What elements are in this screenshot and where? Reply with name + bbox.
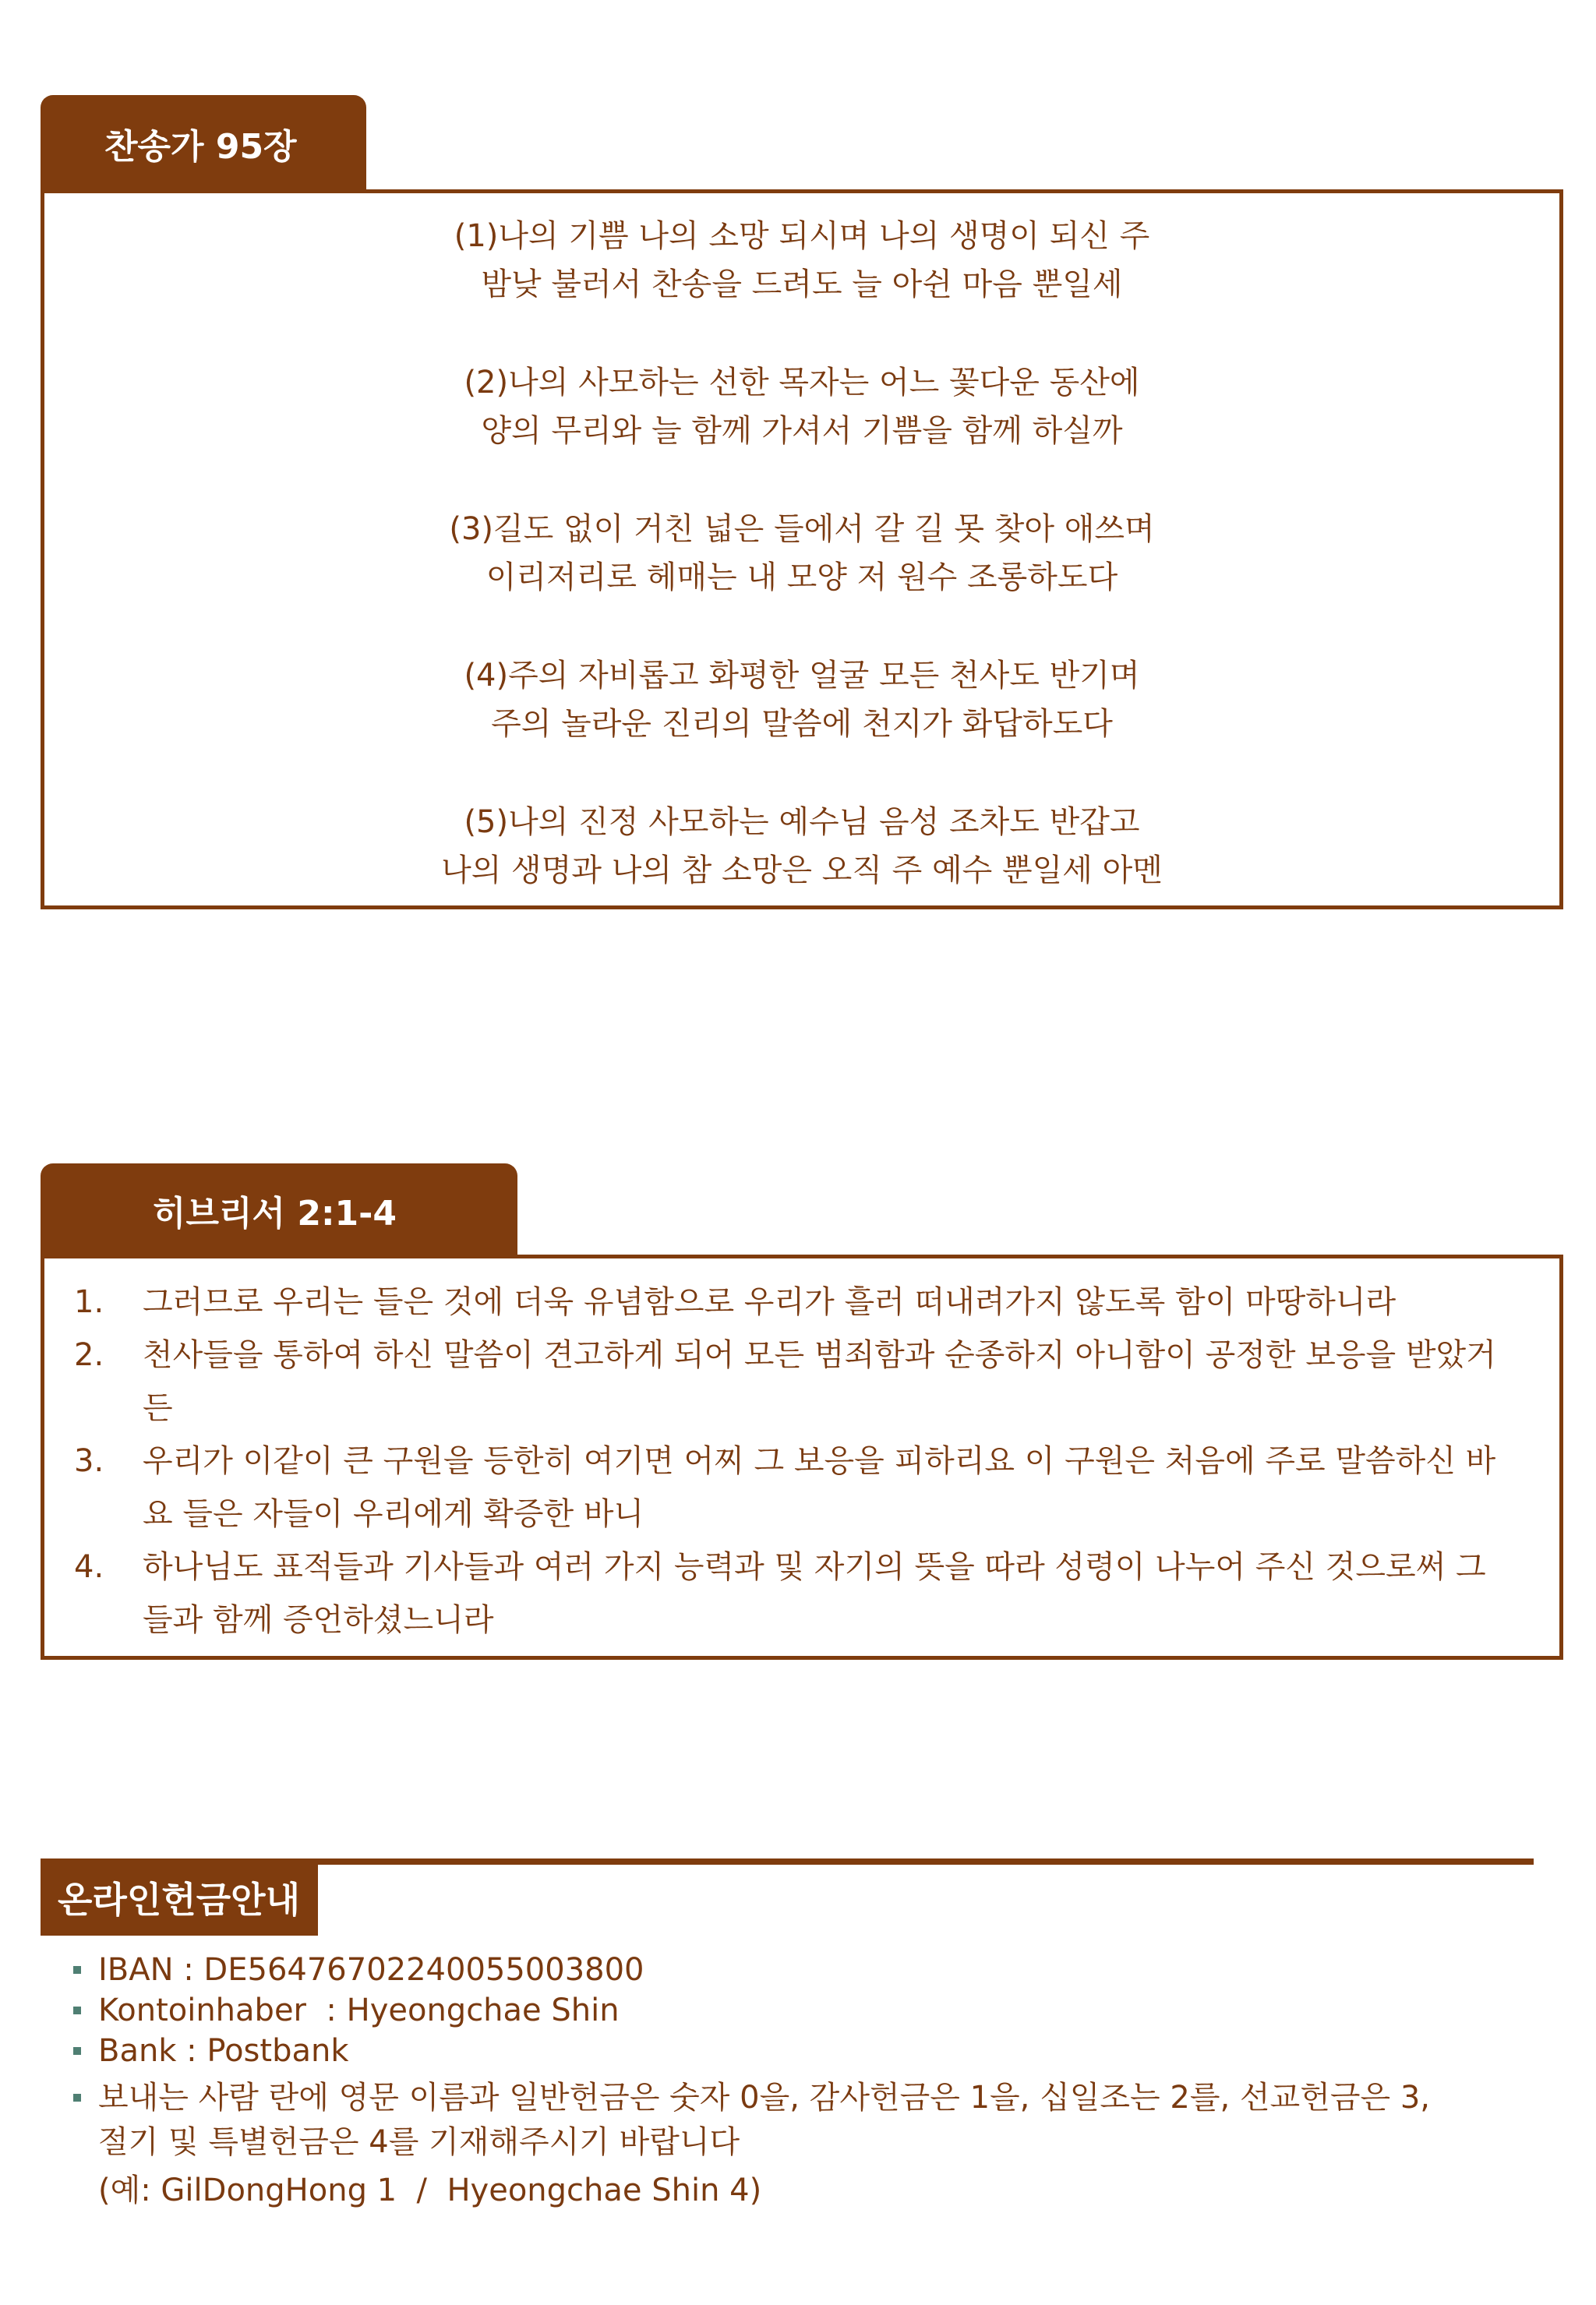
offering-title: 온라인헌금안내 <box>58 1878 301 1921</box>
verse-line: (1)나의 기쁨 나의 소망 되시며 나의 생명이 되신 주 <box>454 218 1150 254</box>
hymn-verse-5 <box>44 798 1559 895</box>
offering-title-tab <box>41 1858 318 1936</box>
hymn-lyrics-box <box>41 189 1563 909</box>
scripture-title-tab <box>41 1163 517 1257</box>
hymn-title: 찬송가 95장 <box>104 127 297 167</box>
verse-line: 나의 생명과 나의 참 소망은 오직 주 예수 뿐일세 아멘 <box>441 852 1163 888</box>
offering-note-line: 절기 및 특별헌금은 4를 기재해주시기 바랍니다 <box>98 2124 740 2160</box>
offering-item-bank <box>72 2031 1430 2071</box>
hymn-verse-4 <box>44 651 1559 748</box>
item-number: 2. <box>74 1337 104 1373</box>
hymn-title-tab <box>41 95 366 192</box>
verse-line: (5)나의 진정 사모하는 예수님 음성 조차도 반갑고 <box>464 804 1140 840</box>
scripture-item-4 <box>74 1541 1531 1647</box>
item-number: 3. <box>74 1443 104 1479</box>
square-bullet-icon <box>72 2031 98 2071</box>
square-bullet-icon <box>72 1990 98 2031</box>
scripture-item-3 <box>74 1435 1531 1541</box>
text-line: 그러므로 우리는 들은 것에 더욱 유념함으로 우리가 흘러 떠내려가지 않도록 함이 마땅하니라 <box>143 1284 1396 1320</box>
text-line: 든 <box>143 1390 173 1426</box>
scripture-item-2 <box>74 1329 1531 1435</box>
hymn-verse-3 <box>44 505 1559 602</box>
verse-line: (3)길도 없이 거친 넓은 들에서 갈 길 못 찾아 애쓰며 <box>449 511 1155 547</box>
scripture-list <box>74 1276 1531 1647</box>
item-text <box>143 1541 1531 1647</box>
offering-item-instructions <box>72 2077 1430 2118</box>
verse-line: 주의 놀라운 진리의 말씀에 천지가 화답하도다 <box>491 706 1113 742</box>
offering-item-iban <box>72 1950 1430 1990</box>
hymn-verses <box>44 212 1559 895</box>
hymn-verse-1 <box>44 212 1559 309</box>
text-line: 요 들은 자들이 우리에게 확증한 바니 <box>143 1496 644 1532</box>
square-bullet-icon <box>72 2077 98 2118</box>
item-text <box>143 1329 1531 1435</box>
verse-line: 밤낮 불러서 찬송을 드려도 늘 아쉰 마음 뿐일세 <box>481 267 1123 302</box>
offering-list <box>72 1950 1430 2215</box>
scripture-box <box>41 1255 1563 1660</box>
verse-line: 이리저리로 헤매는 내 모양 저 원수 조롱하도다 <box>486 559 1118 595</box>
verse-line: 양의 무리와 늘 함께 가셔서 기쁨을 함께 하실까 <box>481 413 1123 449</box>
offering-example-line: (예: GilDongHong 1 / Hyeongchae Shin 4) <box>98 2173 762 2208</box>
item-text: Kontoinhaber : Hyeongchae Shin <box>98 1993 620 2028</box>
offering-divider <box>312 1858 1534 1865</box>
text-line: 들과 함께 증언하셨느니라 <box>143 1602 494 1638</box>
item-text: Bank : Postbank <box>98 2033 349 2069</box>
item-text: IBAN : DE56476702240055003800 <box>98 1952 644 1988</box>
item-text <box>143 1435 1531 1541</box>
item-text: 보내는 사람 란에 영문 이름과 일반헌금은 숫자 0을, 감사헌금은 1을, 십일조는 2를, 선교헌금은 3, <box>98 2080 1430 2116</box>
text-line: 하나님도 표적들과 기사들과 여러 가지 능력과 및 자기의 뜻을 따라 성령이 나누어 주신 것으로써 그 <box>143 1549 1486 1585</box>
verse-line: (2)나의 사모하는 선한 목자는 어느 꽃다운 동산에 <box>464 365 1140 401</box>
offering-item-account-holder <box>72 1990 1430 2031</box>
scripture-title: 히브리서 2:1-4 <box>153 1194 397 1234</box>
item-number: 1. <box>74 1284 104 1320</box>
text-line: 우리가 이같이 큰 구원을 등한히 여기면 어찌 그 보응을 피하리요 이 구원은 처음에 주로 말씀하신 바 <box>143 1443 1496 1479</box>
scripture-item-1 <box>74 1276 1531 1329</box>
square-bullet-icon <box>72 1950 98 1990</box>
text-line: 천사들을 통하여 하신 말씀이 견고하게 되어 모든 범죄함과 순종하지 아니함이 공정한 보응을 받았거 <box>143 1337 1496 1373</box>
item-text <box>143 1276 1531 1329</box>
verse-line: (4)주의 자비롭고 화평한 얼굴 모든 천사도 반기며 <box>464 658 1140 694</box>
hymn-verse-2 <box>44 358 1559 455</box>
item-number: 4. <box>74 1549 104 1585</box>
